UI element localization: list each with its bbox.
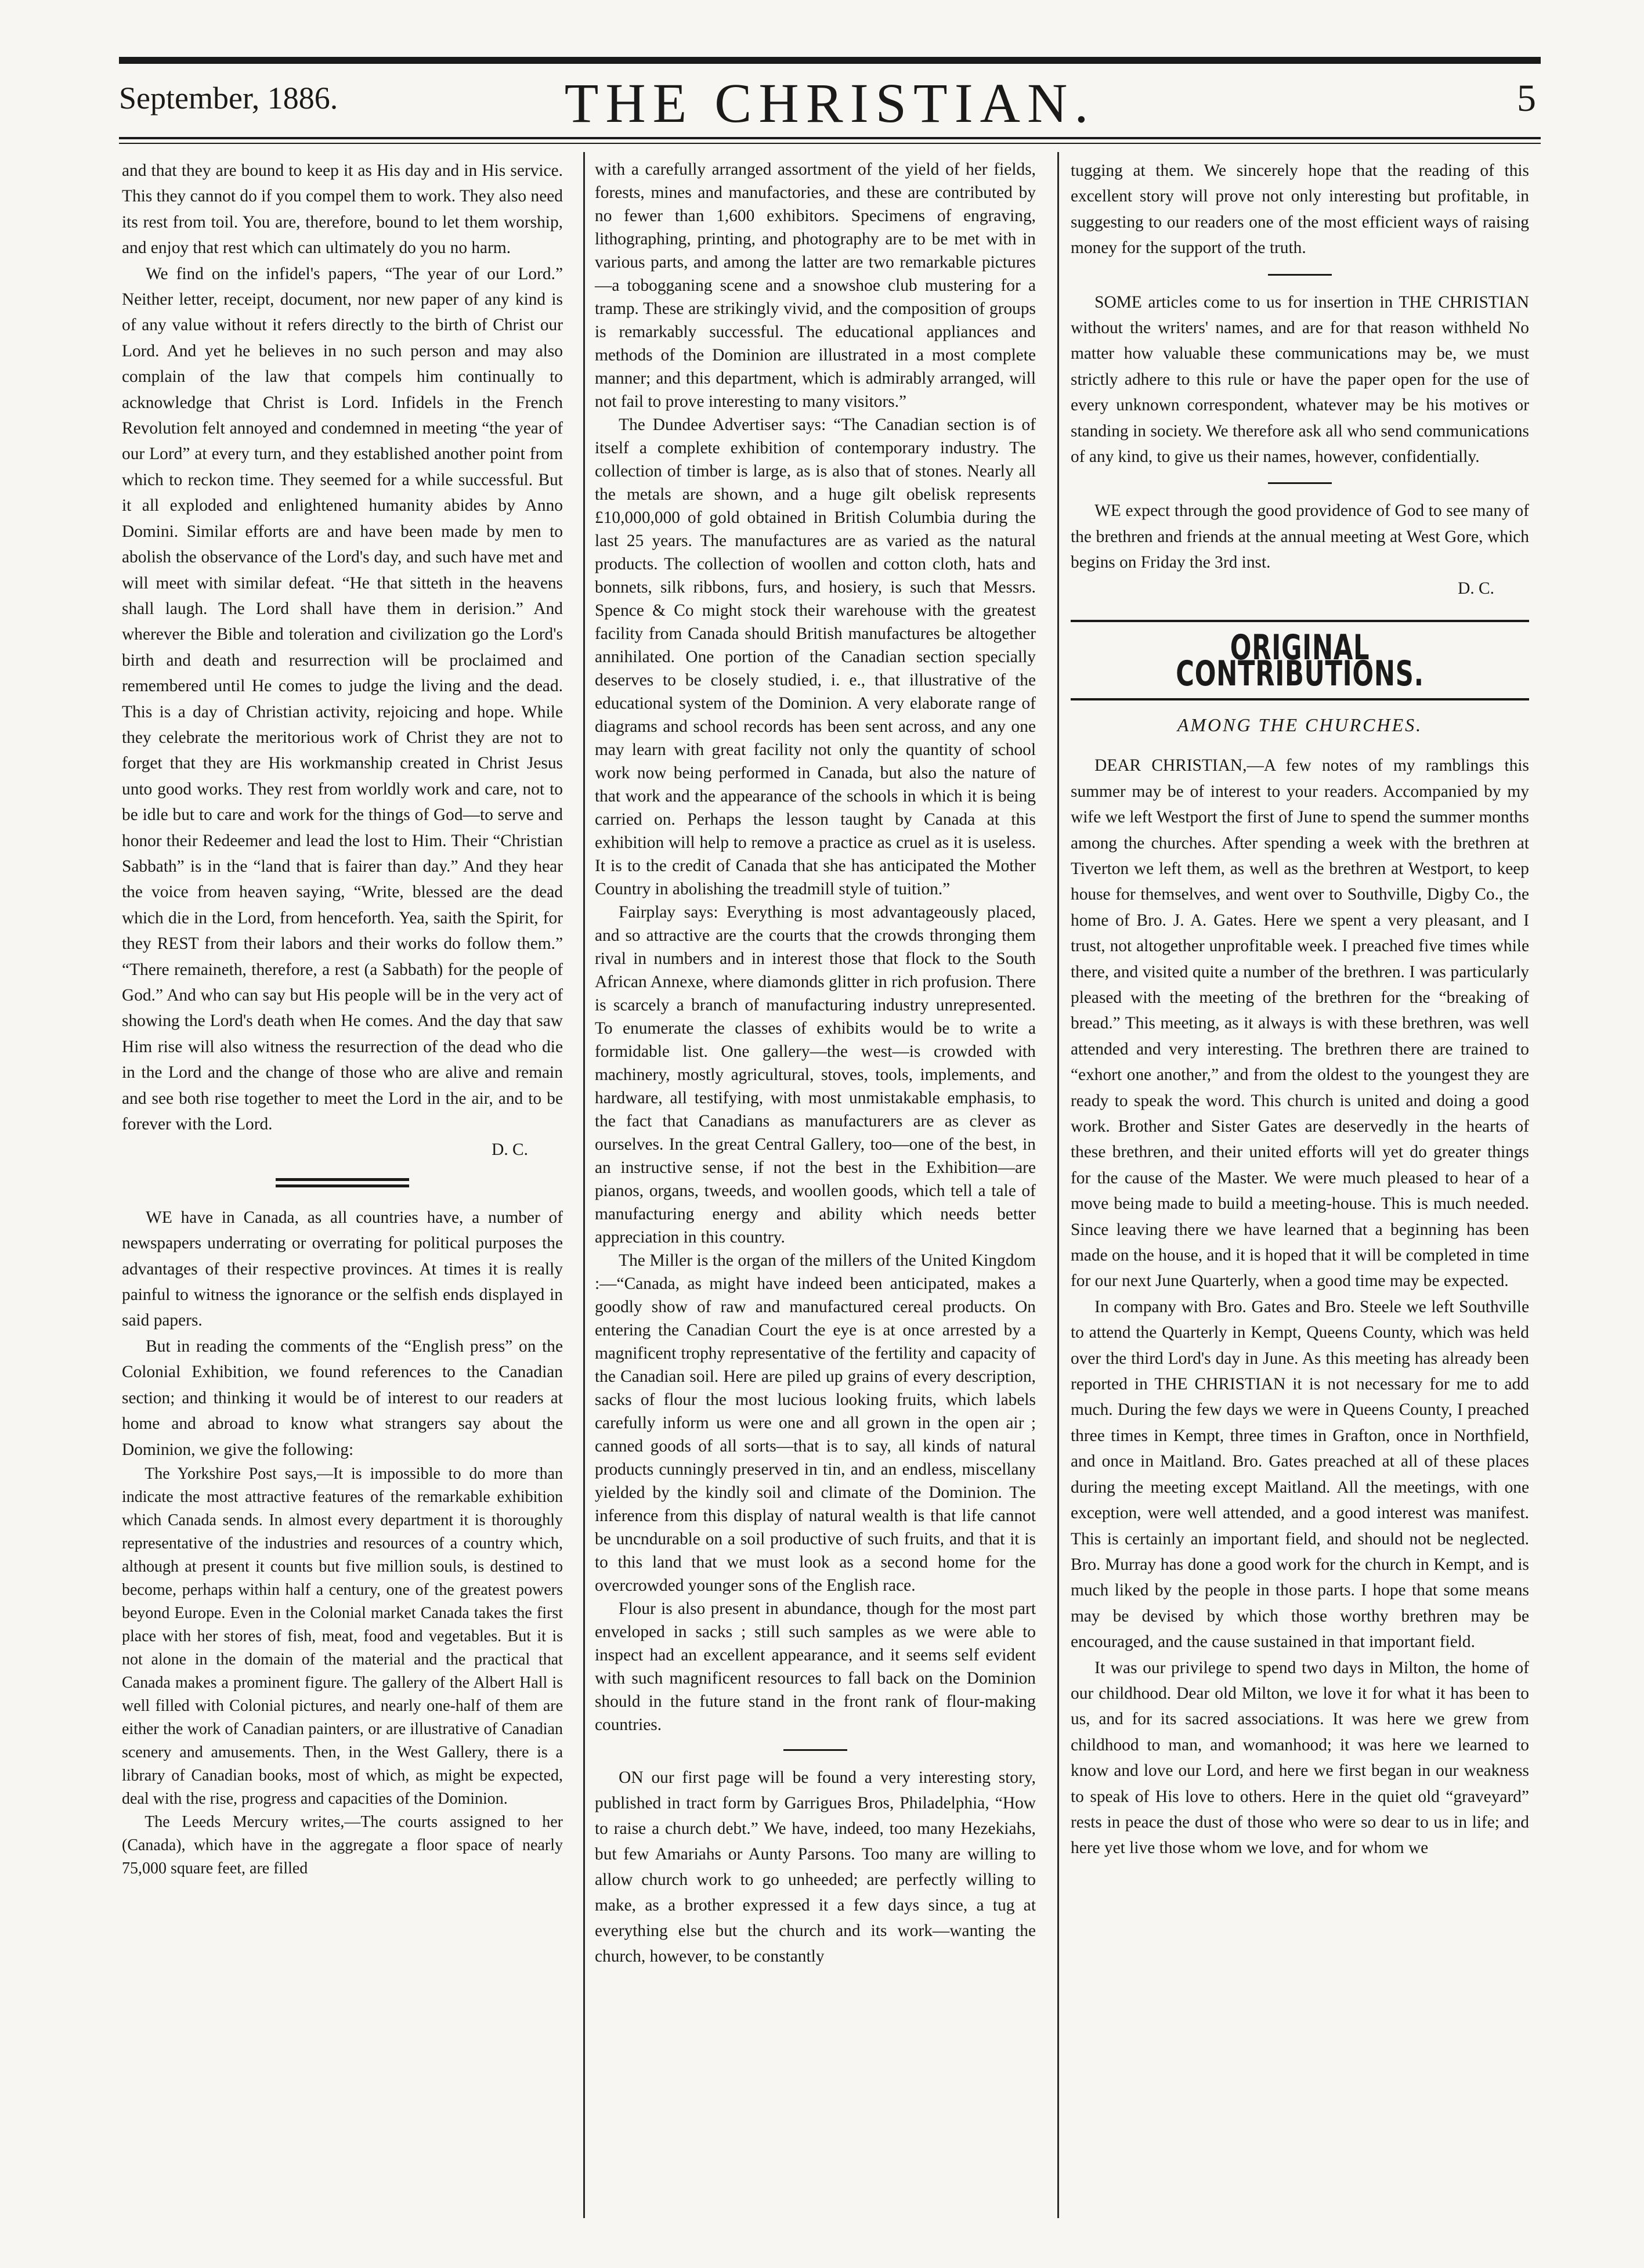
section-rule	[1071, 620, 1529, 622]
letter-paragraph: In company with Bro. Gates and Bro. Steele we left Southville to attend the Quarterly in Kempt, Queens County, which was held over the third Lord's day in June. As this meeting has already been reported in THE CHRISTIAN it is not necessary for me to add much. During the few days we were in Queens County, I preached three times in Kempt, three times in Grafton, once in Northfield, and once in Maitland. Bro. Gates preached at all of these places during the meeting except Maitland. All the meetings, with one exception, were well attended, and a good interest was manifest. This is certainly an important field, and should not be neglected. Bro. Murray has done a good work for the church in Kempt, and is much liked by the people in those parts. I hope that some means may be devised by which those worthy brethren may be encouraged, and the cause sustained in that important field.	[1071, 1297, 1529, 1652]
column-2	[595, 158, 1036, 1969]
column-divider	[1057, 152, 1059, 2218]
article-subheading: AMONG THE CHURCHES.	[1177, 714, 1423, 735]
masthead	[119, 74, 1541, 132]
column-divider	[583, 152, 585, 2218]
notice-paragraph: WE expect through the good providence of God to see many of the brethren and friends at the annual meeting at West Gore, which begins on Friday the 3rd inst.	[1071, 501, 1529, 572]
article-paragraph: We find on the infidel's papers, “The year of our Lord.” Neither letter, receipt, document, nor new paper of any kind is of any value without it refers directly to the birth of Christ our Lord. And yet he believes in no such person and may also complain of the law that compels him continually to acknowledge that Christ is Lord. Infidels in the French Revolution felt annoyed and condemned in meeting “the year of our Lord” at every turn, and they established another point from which to reckon time. They seemed for a while successful. But it all exploded and enlightened humanity abides by Anno Domini. Similar efforts are and have been made by men to abolish the observance of the Lord's day, and such have met and will meet with similar defeat. “He that sitteth in the heavens shall laugh. The Lord shall have them in derision.” And wherever the Bible and toleration and civilization go the Lord's birth and death and resurrection will be proclaimed and remembered until He comes to judge the living and the dead. This is a day of Christian activity, rejoicing and hope. While they celebrate the meritorious work of Christ they are not to forget that they are His workmanship created in Christ Jesus unto good works. They rest from worldly work and care, not to be idle but to care and work for the things of God—to serve and honor their Redeemer and lead the lost to Him. Their “Christian Sabbath” is in the “land that is fairer than day.” And they hear the voice from heaven saying, “Write, blessed are the dead which die in the Lord, from henceforth. Yea, saith the Spirit, for they REST from their labors and their works do follow them.” “There remaineth, therefore, a rest (a Sabbath) for the people of God.” And who can say but His people will be in the very act of showing the Lord's death when He comes. And the day that saw Him rise will also witness the resurrection of the dead who die in the Lord and the change of those who are alive and remain and see both rise together to meet the Lord in the air, and to be forever with the Lord.	[122, 264, 563, 1134]
issue-date: September, 1886.	[119, 81, 338, 115]
quoted-paragraph: The Dundee Advertiser says: “The Canadian section is of itself a complete exhibition of contemporary industry. The collection of timber is large, as is also that of stones. Nearly all the metals are shown, and a huge gilt obelisk represents £10,000,000 of gold obtained in British Columbia during the last 25 years. The manufactures are as varied as the natural products. The collection of woollen and cotton cloth, hats and bonnets, silk ribbons, furs, and hosiery, is such that Messrs. Spence & Co might stock their warehouse with the greatest facility from Canada should British manufactures be altogether annihilated. One portion of the Canadian section specially deserves to be closely studied, i. e., that illustrative of the educational system of the Dominion. A very elaborate range of diagrams and school records has been sent across, and any one may learn with great facility not only the quantity of school work now being performed in Canada, but also the nature of that work and the appearance of the schools in which it is being carried on. Perhaps the lesson taught by Canada at this exhibition will help to remove a practice as cruel as it is useless. It is to the credit of Canada that she has anticipated the Mother Country in abolishing the treadmill style of tuition.”	[595, 416, 1036, 898]
article-paragraph: and that they are bound to keep it as His day and in His service. This they cannot do if you compel them to work. They also need its rest from toil. You are, therefore, bound to let them worship, and enjoy that rest which can ultimately do you no harm.	[122, 161, 563, 258]
section-rule	[1071, 698, 1529, 700]
quoted-paragraph: The Miller is the organ of the millers of the United Kingdom :—“Canada, as might have indeed been anticipated, makes a goodly show of raw and manufactured cereal products. On entering the Canadian Court the eye is at once arrested by a magnificent trophy representative of the fertility and capacity of the Canadian soil. Here are piled up grains of every description, sacks of flour the most lucious looking fruits, which labels carefully inform us were one and all grown in the open air ; canned goods of all sorts—that is to say, all kinds of natural products cunningly preserved in tin, and an endless, miscellany yielded by the kindly soil and climate of the Dominion. The inference from this display of natural wealth is that life cannot be uncndurable on a soil productive of such fruits, and that it is to this land that we must look as a second home for the overcrowded younger sons of the English race.	[595, 1251, 1036, 1595]
section-separator	[1268, 274, 1332, 276]
article-paragraph: ON our first page will be found a very interesting story, published in tract form by Garrigues Bros, Philadelphia, “How to raise a church debt.” We have, indeed, too many Hezekiahs, but few Amariahs or Aunty Parsons. Too many are willing to allow church work to go unheeded; are perfectly willing to make, as a brother expressed it a few days since, a tug at everything else but the church and its work—wanting the church, however, to be constantly	[595, 1768, 1036, 1966]
quoted-paragraph: The Yorkshire Post says,—It is impossible to do more than indicate the most attractive features of the remarkable exhibition which Canada sends. In almost every department it is thoroughly representative of the industries and resources of a country which, although at present it counts but five million souls, is destined to become, perhaps within half a century, one of the greatest powers beyond Europe. Even in the Colonial market Canada takes the first place with her stores of fish, meat, food and vegetables. But it is not alone in the domain of the material and the practical that Canada makes a prominent figure. The gallery of the Albert Hall is well filled with Colonial pictures, and nearly one-half of them are either the work of Canadian painters, or are illustrative of Canadian scenery and amusements. Then, in the West Gallery, there is a library of Canadian books, most of which, as might be expected, deal with the rise, progress and capacities of the Dominion.	[122, 1464, 563, 1808]
article-signature: D. C.	[1458, 579, 1494, 598]
newspaper-title: THE CHRISTIAN.	[564, 72, 1096, 134]
quoted-paragraph: The Leeds Mercury writes,—The courts assigned to her (Canada), which have in the aggregate a floor space of nearly 75,000 square feet, are filled	[122, 1812, 563, 1877]
article-paragraph: WE have in Canada, as all countries have, a number of newspapers underrating or overrating for political purposes the advantages of their respective provinces. At times it is really painful to witness the ignorance or the selfish ends displayed in said papers.	[122, 1208, 563, 1330]
quoted-paragraph: Flour is also present in abundance, though for the most part enveloped in sacks ; still such samples as we were able to inspect had an excellent appearance, and it seems self evident with such magnificent resources to fall back on the Dominion should in the future stand in the front rank of flour-making countries.	[595, 1599, 1036, 1734]
letter-paragraph: DEAR CHRISTIAN,—A few notes of my ramblings this summer may be of interest to your readers. Accompanied by my wife we left Westport the first of June to spend the summer months among the churches. After spending a week with the brethren at Tiverton we left them, as well as the brethren at Westport, to keep house for themselves, and went over to Southville, Digby Co., the home of Bro. J. A. Gates. Here we spent a very pleasant, and I trust, not altogether unprofitable week. I preached five times while there, and visited quite a number of the brethren. I was particularly pleased with the meeting of the brethren for the “breaking of bread.” This meeting, as it always is with these brethren, was well attended and very interesting. The brethren there are trained to “exhort one another,” and from the oldest to the youngest they are ready to speak the word. This church is united and doing a good work. Brother and Sister Gates are deservedly in the hearts of these brethren, and their united efforts will yet do greater things for the cause of the Master. We were much pleased to hear of a move being made to build a meeting-house. This is much needed. Since leaving there we have learned that a beginning has been made on the house, and it is hoped that it will be completed in time for our next June Quarterly, when a good time may be expected.	[1071, 756, 1529, 1291]
notice-paragraph: SOME articles come to us for insertion in THE CHRISTIAN without the writers' names, and are for that reason withheld No matter how valuable these communications may be, we must strictly adhere to this rule or have the paper open for the use of every unknown correspondent, whatever may be his motives or standing in society. We therefore ask all who send communications of any kind, to give us their names, however, confidentially.	[1071, 292, 1529, 467]
section-separator	[783, 1749, 847, 1751]
letter-paragraph: It was our privilege to spend two days in Milton, the home of our childhood. Dear old Milton, we love it for what it has been to us, and for its sacred associations. It was here we grew from childhood to man, and womanhood; it was here we learned to know and love our Lord, and here we first began in our weakness to speak of His love to others. Here in the quiet old “graveyard” rests in peace the dust of those who were so dear to us in life; and here yet live those whom we love, and for whom we	[1071, 1658, 1529, 1858]
section-heading-block	[1071, 620, 1529, 700]
column-1	[122, 158, 563, 1880]
section-title: ORIGINAL CONTRIBUTIONS.	[1176, 627, 1424, 694]
section-separator	[1268, 482, 1332, 484]
masthead-bottom-rule-thin	[119, 143, 1541, 144]
section-separator	[276, 1178, 409, 1187]
quoted-paragraph: Fairplay says: Everything is most advantageously placed, and so attractive are the courts that the crowds thronging them rival in numbers and in interest those that flock to the South African Annexe, where diamonds glitter in rich profusion. There is scarcely a branch of manufacturing industry unrepresented. To enumerate the classes of exhibits would be to write a formidable list. One gallery—the west—is crowded with machinery, mostly agricultural, stoves, tools, implements, and hardware, all testifying, with most unmistakable emphasis, to the fact that Canadians as manufacturers are as clever as ourselves. In the great Central Gallery, too—one of the best, in an instructive sense, if not the best in the Exhibition—are pianos, organs, tweeds, and woollen goods, which tell a tale of manufacturing energy and ability which needs better appreciation in this country.	[595, 903, 1036, 1247]
quoted-paragraph: with a carefully arranged assortment of the yield of her fields, forests, mines and manufactories, and these are contributed by no fewer than 1,600 exhibitors. Specimens of engraving, lithographing, printing, and photography are to be met with in various parts, and among the latter are two remarkable pictures—a tobogganing scene and a snowshoe club mustering for a tramp. These are strikingly vivid, and the composition of groups is remarkably successful. The educational appliances and methods of the Dominion are illustrated in a most complete manner; and this department, which is admirably arranged, will not fail to prove interesting to many visitors.”	[595, 160, 1036, 411]
article-signature: D. C.	[492, 1140, 528, 1160]
masthead-bottom-rule	[119, 137, 1541, 139]
article-paragraph: tugging at them. We sincerely hope that the reading of this excellent story will prove not only interesting but profitable, in suggesting to our readers one of the most efficient ways of raising money for the support of the truth.	[1071, 161, 1529, 258]
masthead-top-rule	[119, 57, 1541, 64]
column-3	[1071, 158, 1529, 1861]
page-number: 5	[1517, 77, 1536, 120]
article-paragraph: But in reading the comments of the “English press” on the Colonial Exhibition, we found references to the Canadian section; and thinking it would be of interest to our readers at home and abroad to know what strangers say about the Dominion, we give the following:	[122, 1337, 563, 1459]
